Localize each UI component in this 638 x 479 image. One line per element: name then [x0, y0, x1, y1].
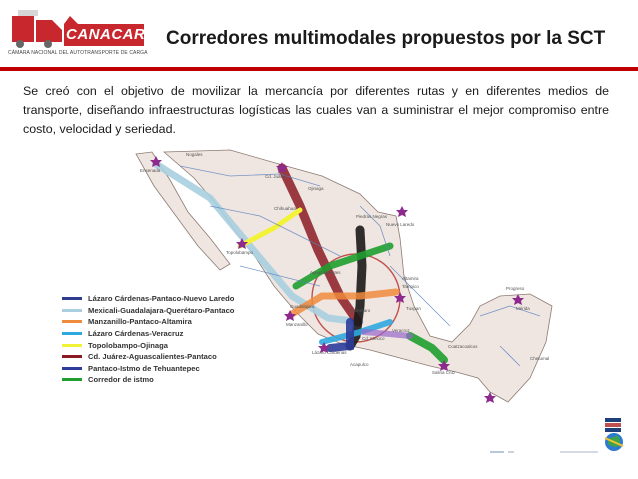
- legend-label: Pantaco-Istmo de Tehuantepec: [88, 363, 200, 373]
- map-label-coatzacoalcos: Coatzacoalcos: [448, 344, 478, 349]
- legend-item: [62, 293, 302, 305]
- map-label-progreso: Progreso: [506, 286, 525, 291]
- globe-badge: [603, 418, 625, 452]
- map-label-cd-juarez: Cd. Juárez: [265, 174, 287, 179]
- legend-label: Lázaro Cárdenas-Pantaco-Nuevo Laredo: [88, 294, 235, 304]
- map-label-piedras-negras: Piedras Negras: [356, 214, 388, 219]
- map-label-nuevo-laredo: Nuevo Laredo: [386, 222, 415, 227]
- map-label-guadalajara: Guadalajara: [290, 304, 315, 309]
- star-marker-icon: [396, 206, 408, 217]
- legend-swatch-3: [62, 332, 82, 335]
- map-label-ojinaga: Ojinaga: [308, 186, 324, 191]
- slide-header: [0, 0, 638, 68]
- legend-item: [62, 316, 302, 328]
- legend-label: Cd. Juárez-Aguascalientes-Pantaco: [88, 352, 217, 362]
- legend-label: Topolobampo-Ojinaga: [88, 340, 169, 350]
- map-label-tuxpan: Tuxpan: [406, 306, 421, 311]
- footer-faint-logos: [490, 443, 600, 451]
- map-label-tampico: Tampico: [402, 284, 419, 289]
- globe-icon: [603, 418, 625, 452]
- legend-swatch-5: [62, 355, 82, 358]
- map-label-lazaro-cardenas: Lázaro Cárdenas: [312, 350, 347, 355]
- legend-label: Mexicali-Guadalajara-Querétaro-Pantaco: [88, 305, 235, 315]
- map-label-veracruz: Veracruz: [392, 328, 410, 333]
- legend-label: Corredor de istmo: [88, 375, 154, 385]
- map-label-manzanillo: Manzanillo: [286, 322, 308, 327]
- legend-swatch-1: [62, 309, 82, 312]
- intro-paragraph: Se creó con el objetivo de movilizar la mercancía por diferentes rutas y en diferentes medios de transporte, diseñando infraestructuras logísticas las cuales van a suministrar el mejor compromiso entre costo, velocidad y seriedad.: [23, 84, 609, 136]
- legend-item: [62, 374, 302, 386]
- map-label-cd-mexico: Cd. México: [362, 336, 385, 341]
- legend-label: Manzanillo-Pantaco-Altamira: [88, 317, 192, 327]
- legend-swatch-4: [62, 344, 82, 347]
- map-label-topolobampo: Topolobampo: [226, 250, 254, 255]
- map-label-queretaro: Querétaro: [350, 308, 371, 313]
- legend-item: [62, 305, 302, 317]
- map-label-chetumal: Chetumal: [530, 356, 550, 361]
- page-title: Corredores multimodales propuestos por la SCT: [166, 28, 606, 49]
- logo-wordmark: CANACAR: [66, 26, 146, 43]
- logo-subtext: CÁMARA NACIONAL DEL AUTOTRANSPORTE DE CARGA: [8, 50, 148, 56]
- corridor-legend: [62, 293, 302, 386]
- legend-swatch-0: [62, 297, 82, 300]
- faint-logos-graphic: [490, 448, 600, 456]
- map-label-altamira: Altamira: [402, 276, 419, 281]
- legend-label: Lázaro Cárdenas-Veracruz: [88, 329, 184, 339]
- map-label-chihuahua: Chihuahua: [274, 206, 296, 211]
- map-label-ensenada: Ensenada: [140, 168, 161, 173]
- legend-item: [62, 328, 302, 340]
- map-label-nogales: Nogales: [186, 152, 203, 157]
- legend-swatch-7: [62, 378, 82, 381]
- legend-item: [62, 351, 302, 363]
- header-divider: [0, 67, 638, 71]
- map-label-salina-cruz: Salina Cruz: [432, 370, 456, 375]
- legend-swatch-6: [62, 367, 82, 370]
- legend-item: [62, 363, 302, 375]
- legend-item: [62, 339, 302, 351]
- legend-swatch-2: [62, 320, 82, 323]
- map-label-acapulco: Acapulco: [350, 362, 369, 367]
- map-label-merida: Mérida: [516, 306, 530, 311]
- map-label-aguascalientes: Aguascalientes: [310, 270, 341, 275]
